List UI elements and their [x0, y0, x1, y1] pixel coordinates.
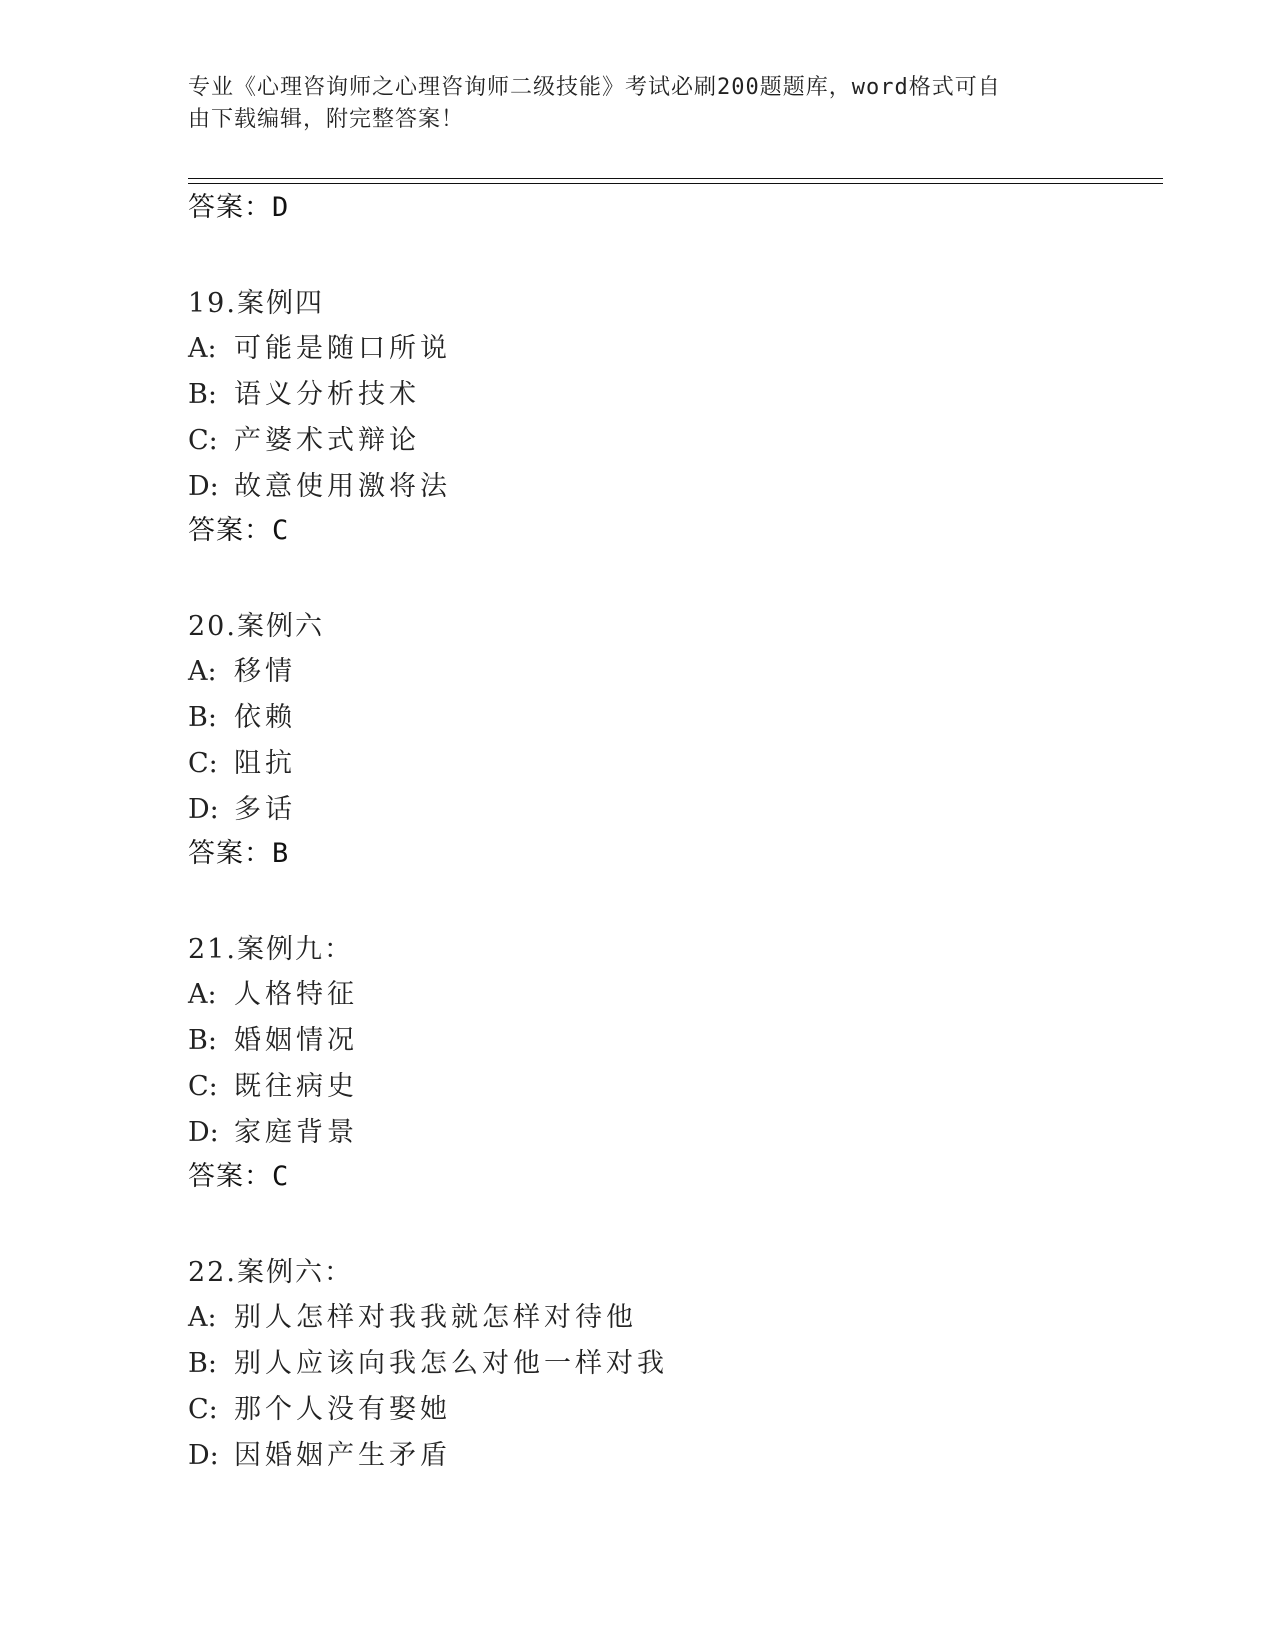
answer-line: 答案：B [188, 838, 290, 869]
option-a [188, 972, 1163, 1018]
header-divider-top [188, 178, 1163, 179]
option-text: 移情 [234, 656, 296, 687]
document-body [188, 190, 1163, 1479]
header-line-1: 专业《心理咨询师之心理咨询师二级技能》考试必刷200题题库，word格式可自 [188, 75, 1001, 100]
option-letter: D: [188, 794, 219, 825]
option-letter: A: [188, 1302, 217, 1333]
option-text: 既往病史 [234, 1071, 358, 1102]
option-text: 故意使用激将法 [234, 471, 451, 502]
header-line-2: 由下载编辑，附完整答案！ [188, 107, 465, 132]
option-letter: B: [188, 1025, 217, 1056]
question-title: 21.案例九： [188, 934, 353, 965]
option-letter: D: [188, 471, 219, 502]
option-b [188, 695, 1163, 741]
option-b [188, 372, 1163, 418]
option-d [188, 464, 1163, 510]
option-d [188, 787, 1163, 833]
option-d [188, 1110, 1163, 1156]
option-a [188, 1295, 1163, 1341]
option-letter: B: [188, 1348, 217, 1379]
option-d [188, 1433, 1163, 1479]
question-20 [188, 604, 1163, 872]
answer-line: 答案：D [188, 192, 290, 223]
option-text: 产婆术式辩论 [234, 425, 420, 456]
option-c [188, 1064, 1163, 1110]
option-letter: A: [188, 656, 217, 687]
option-c [188, 1387, 1163, 1433]
answer-line: 答案：C [188, 515, 290, 546]
option-c [188, 741, 1163, 787]
option-text: 人格特征 [234, 979, 358, 1010]
question-title: 22.案例六： [188, 1257, 353, 1288]
option-text: 因婚姻产生矛盾 [234, 1440, 451, 1471]
question-title: 19.案例四 [188, 288, 324, 319]
option-a [188, 649, 1163, 695]
option-letter: B: [188, 379, 217, 410]
option-text: 婚姻情况 [234, 1025, 358, 1056]
option-letter: D: [188, 1117, 219, 1148]
option-letter: C: [188, 1071, 218, 1102]
option-c [188, 418, 1163, 464]
option-letter: D: [188, 1440, 219, 1471]
header-divider-bottom [188, 183, 1163, 184]
option-text: 语义分析技术 [234, 379, 420, 410]
option-text: 阻抗 [234, 748, 296, 779]
question-22 [188, 1250, 1163, 1479]
document-header [188, 72, 1068, 136]
option-text: 那个人没有娶她 [234, 1394, 451, 1425]
option-a [188, 326, 1163, 372]
question-21 [188, 927, 1163, 1195]
answer-line: 答案：C [188, 1161, 290, 1192]
question-title: 20.案例六 [188, 611, 324, 642]
option-b [188, 1018, 1163, 1064]
option-letter: C: [188, 425, 218, 456]
option-text: 可能是随口所说 [234, 333, 451, 364]
option-text: 依赖 [234, 702, 296, 733]
option-letter: C: [188, 748, 218, 779]
question-19 [188, 281, 1163, 549]
option-letter: A: [188, 333, 217, 364]
option-letter: C: [188, 1394, 218, 1425]
option-text: 多话 [234, 794, 296, 825]
option-text: 别人怎样对我我就怎样对待他 [234, 1302, 637, 1333]
option-text: 家庭背景 [234, 1117, 358, 1148]
option-text: 别人应该向我怎么对他一样对我 [234, 1348, 668, 1379]
option-b [188, 1341, 1163, 1387]
option-letter: A: [188, 979, 217, 1010]
option-letter: B: [188, 702, 217, 733]
